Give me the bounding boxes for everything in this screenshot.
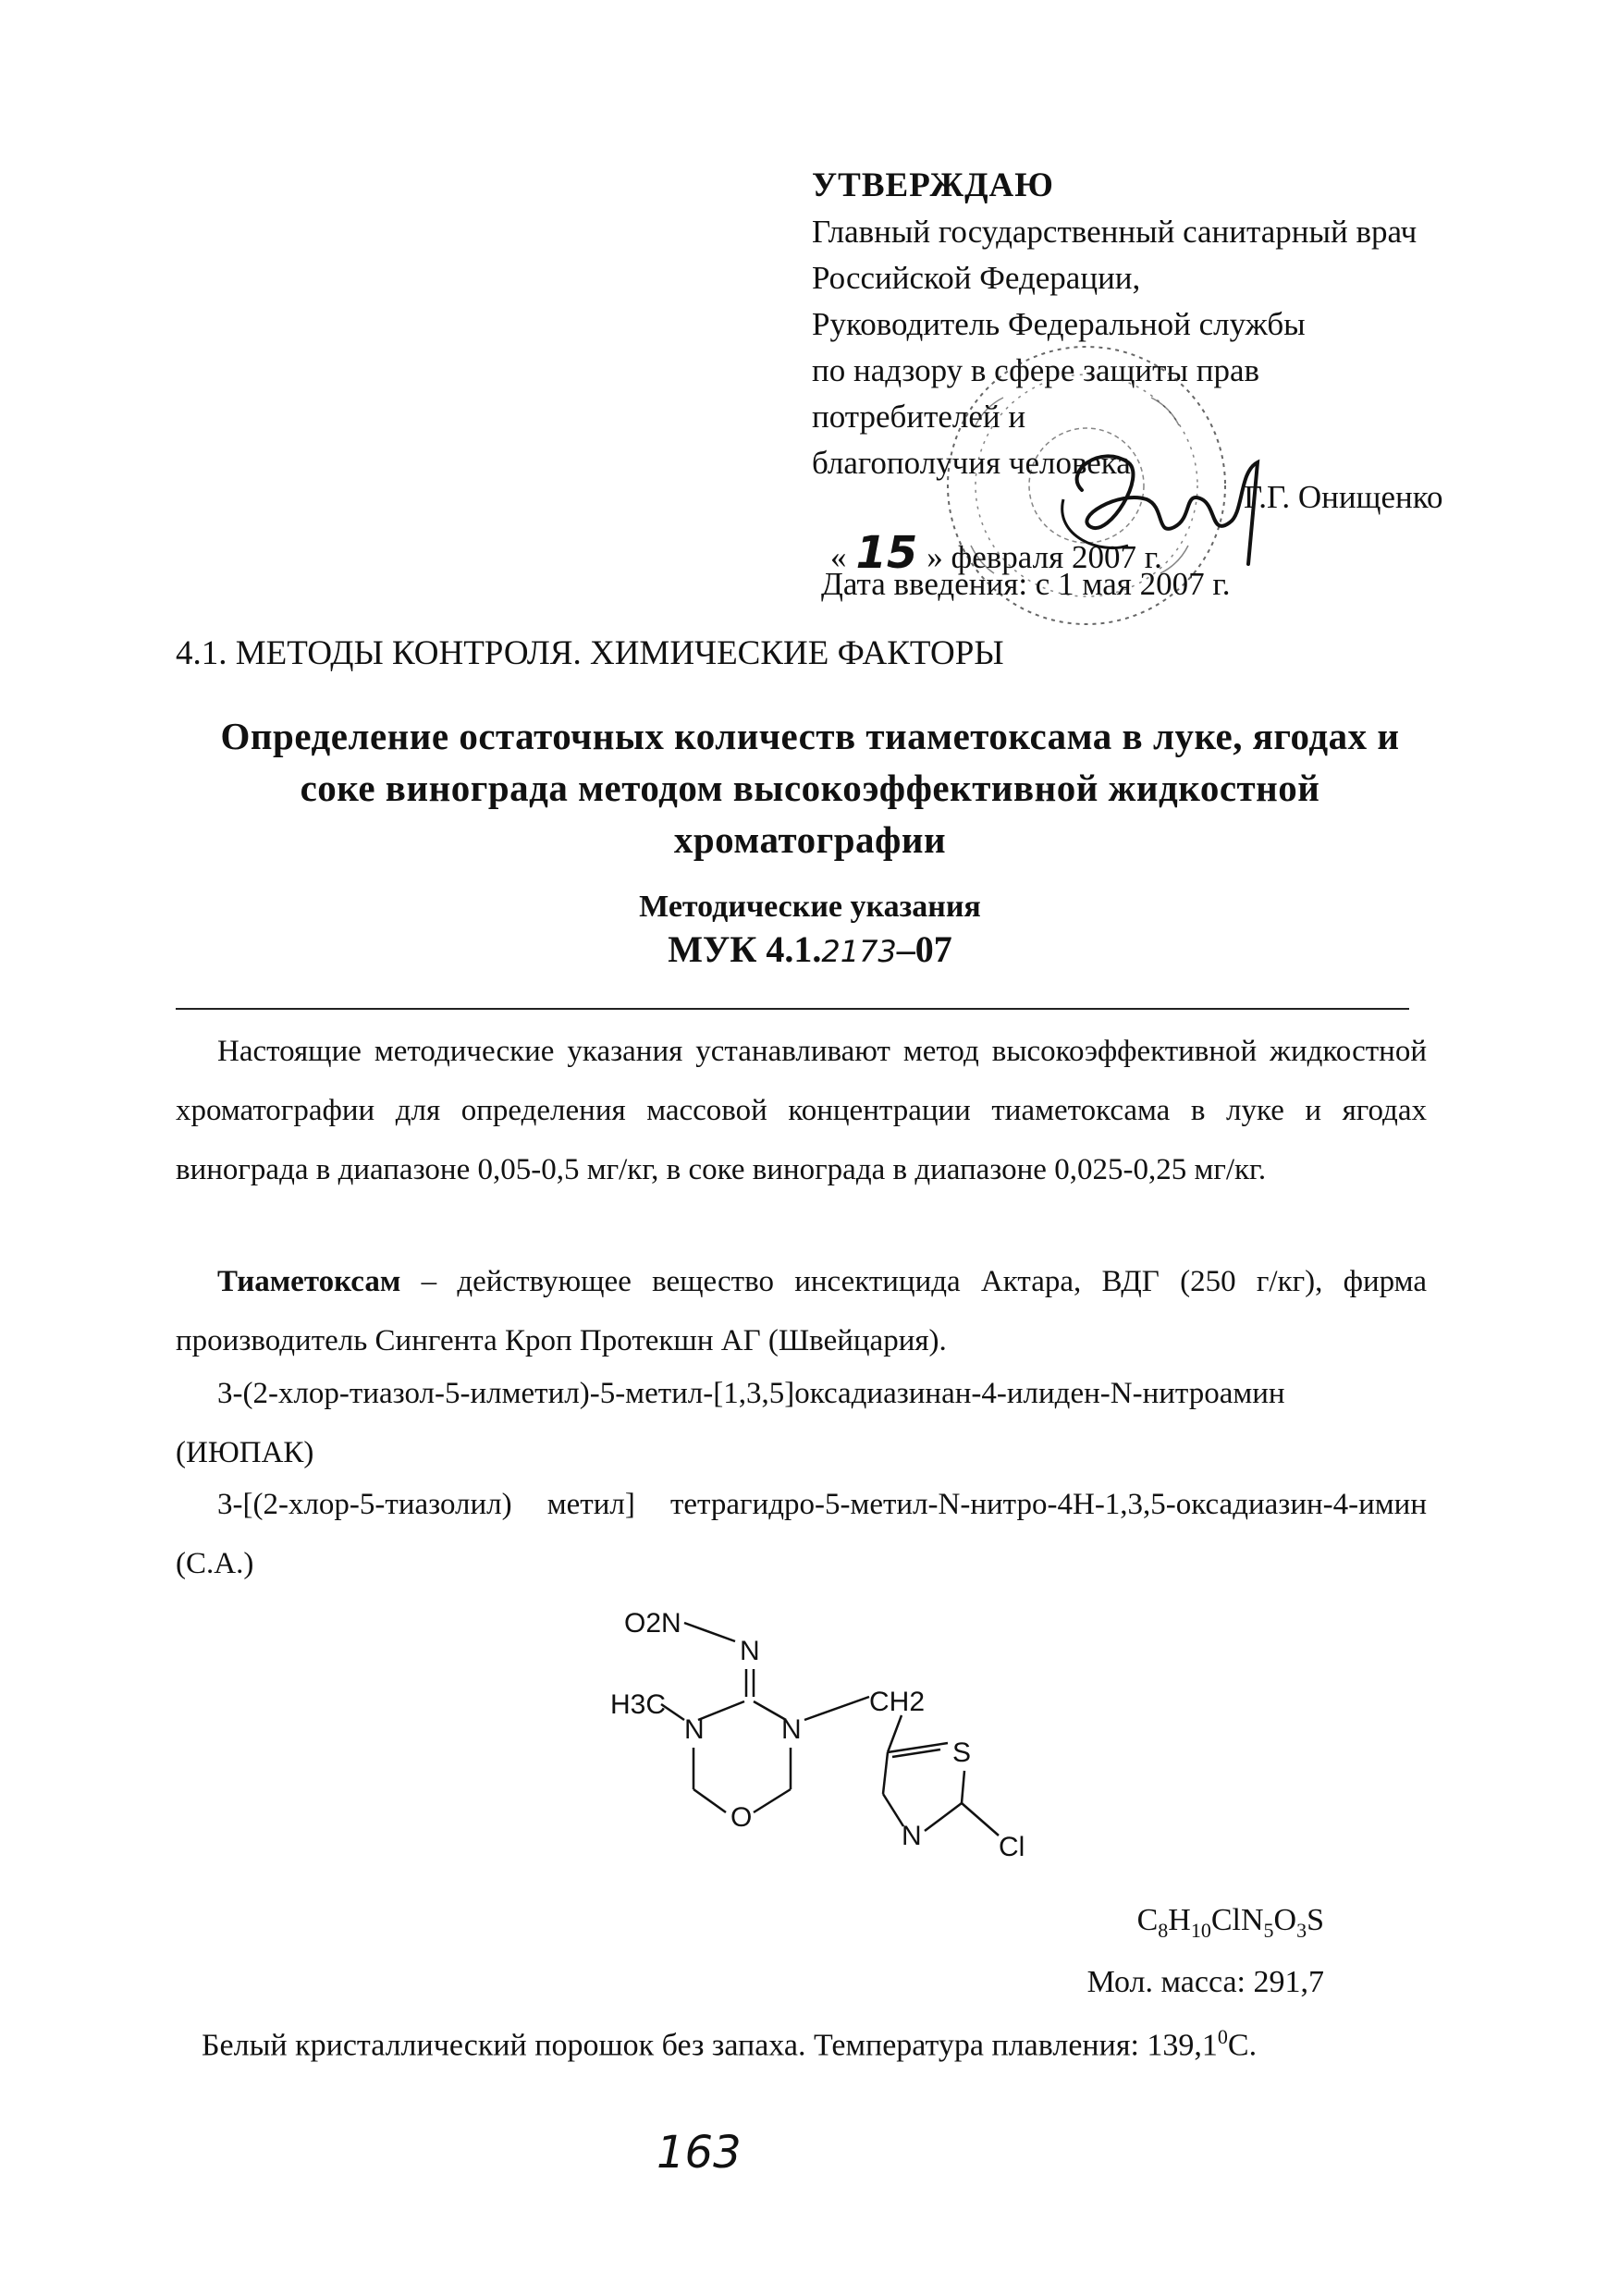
substance-description: – действующее вещество инсектицида Актара, ВДГ (250 г/кг), фирма производитель Сингента Кроп Протекшн АГ (Швейцария). bbox=[176, 1265, 1427, 1357]
approval-heading: УТВЕРЖДАЮ bbox=[812, 166, 1054, 204]
label-cl: Cl bbox=[999, 1832, 1025, 1862]
ca-name: 3-[(2-хлор-5-тиазолил) метил] тетрагидро-5-метил-N-нитро-4H-1,3,5-оксадиазин-4-имин (С.А.) bbox=[176, 1488, 1427, 1580]
title-line: Определение остаточных количеств тиаметоксама в луке, ягодах и bbox=[220, 715, 1400, 757]
iupac-name: 3-(2-хлор-тиазол-5-илметил)-5-метил-[1,3,5]оксадиазинан-4-илиден-N-нитроамин (ИЮПАК) bbox=[176, 1377, 1285, 1469]
description-unit: С. bbox=[1227, 2028, 1258, 2063]
label-n-ring2: N bbox=[781, 1714, 802, 1745]
approval-line: по надзору в сфере защиты прав bbox=[812, 352, 1260, 388]
label-o2n: O2N bbox=[624, 1608, 681, 1639]
substance-name: Тиаметоксам bbox=[217, 1265, 401, 1298]
date-quote-close: » bbox=[927, 539, 943, 575]
approval-line: Российской Федерации, bbox=[812, 260, 1141, 296]
formula-part: H bbox=[1168, 1903, 1191, 1937]
physical-description bbox=[202, 2025, 1257, 2063]
signer-name: Г.Г. Онищенко bbox=[1244, 479, 1443, 515]
label-h3c: H3C bbox=[610, 1689, 667, 1720]
structural-formula bbox=[606, 1604, 1068, 1882]
label-o-ring: O bbox=[730, 1802, 753, 1833]
formula-part: O bbox=[1273, 1903, 1297, 1937]
document-code bbox=[148, 927, 1472, 971]
formula-part: 3 bbox=[1296, 1918, 1307, 1942]
section-title: 4.1. МЕТОДЫ КОНТРОЛЯ. ХИМИЧЕСКИЕ ФАКТОРЫ bbox=[176, 634, 1004, 672]
molecular-formula bbox=[1137, 1903, 1324, 1943]
doc-code-number: 2173 bbox=[821, 934, 897, 969]
doc-code-prefix: МУК 4.1. bbox=[668, 928, 822, 970]
label-ch2: CH2 bbox=[869, 1687, 926, 1717]
document-title bbox=[148, 710, 1472, 866]
title-line: соке винограда методом высокоэффективной жидкостной bbox=[300, 767, 1320, 809]
formula-part: C bbox=[1136, 1903, 1159, 1937]
label-n-imine: N bbox=[740, 1636, 760, 1666]
document-type: Методические указания bbox=[639, 890, 981, 924]
formula-part: 10 bbox=[1190, 1918, 1211, 1942]
formula-part: ClN bbox=[1210, 1903, 1264, 1937]
substance-paragraph bbox=[176, 1252, 1427, 1370]
page-number: 163 bbox=[657, 2127, 742, 2179]
intro-paragraph: Настоящие методические указания устанавливают метод высокоэффективной жидкостной хроматографии для определения массовой концентрации тиаметоксама в луке и ягодах винограда в диапазоне 0,05-0,5 мг/кг, в соке винограда в диапазоне 0,025-0,25 мг/кг. bbox=[176, 1035, 1427, 1186]
formula-part: S bbox=[1307, 1903, 1324, 1937]
degree-sign: 0 bbox=[1217, 2025, 1228, 2048]
description-text: Белый кристаллический порошок без запаха. Температура плавления: 139,1 bbox=[202, 2028, 1218, 2063]
approval-line: Главный государственный санитарный врач bbox=[812, 214, 1418, 250]
approval-line: потребителей и bbox=[812, 399, 1026, 435]
approval-line: благополучия человека bbox=[812, 445, 1131, 481]
doc-code-suffix: –07 bbox=[896, 928, 952, 970]
date-month-year: февраля 2007 г. bbox=[951, 539, 1162, 575]
label-s: S bbox=[952, 1737, 972, 1768]
label-n-ring1: N bbox=[684, 1714, 705, 1745]
date-day: 15 bbox=[855, 527, 918, 579]
divider bbox=[176, 1008, 1409, 1010]
formula-part: 5 bbox=[1263, 1918, 1274, 1942]
date-quote-open: « bbox=[830, 539, 847, 575]
molecular-mass: Мол. масса: 291,7 bbox=[1086, 1965, 1324, 1999]
label-n-thiazole: N bbox=[902, 1821, 922, 1851]
approval-line: Руководитель Федеральной службы bbox=[812, 306, 1306, 342]
formula-part: 8 bbox=[1158, 1918, 1169, 1942]
title-line: хроматографии bbox=[673, 818, 947, 861]
introduction-date: Дата введения: с 1 мая 2007 г. bbox=[821, 566, 1231, 602]
